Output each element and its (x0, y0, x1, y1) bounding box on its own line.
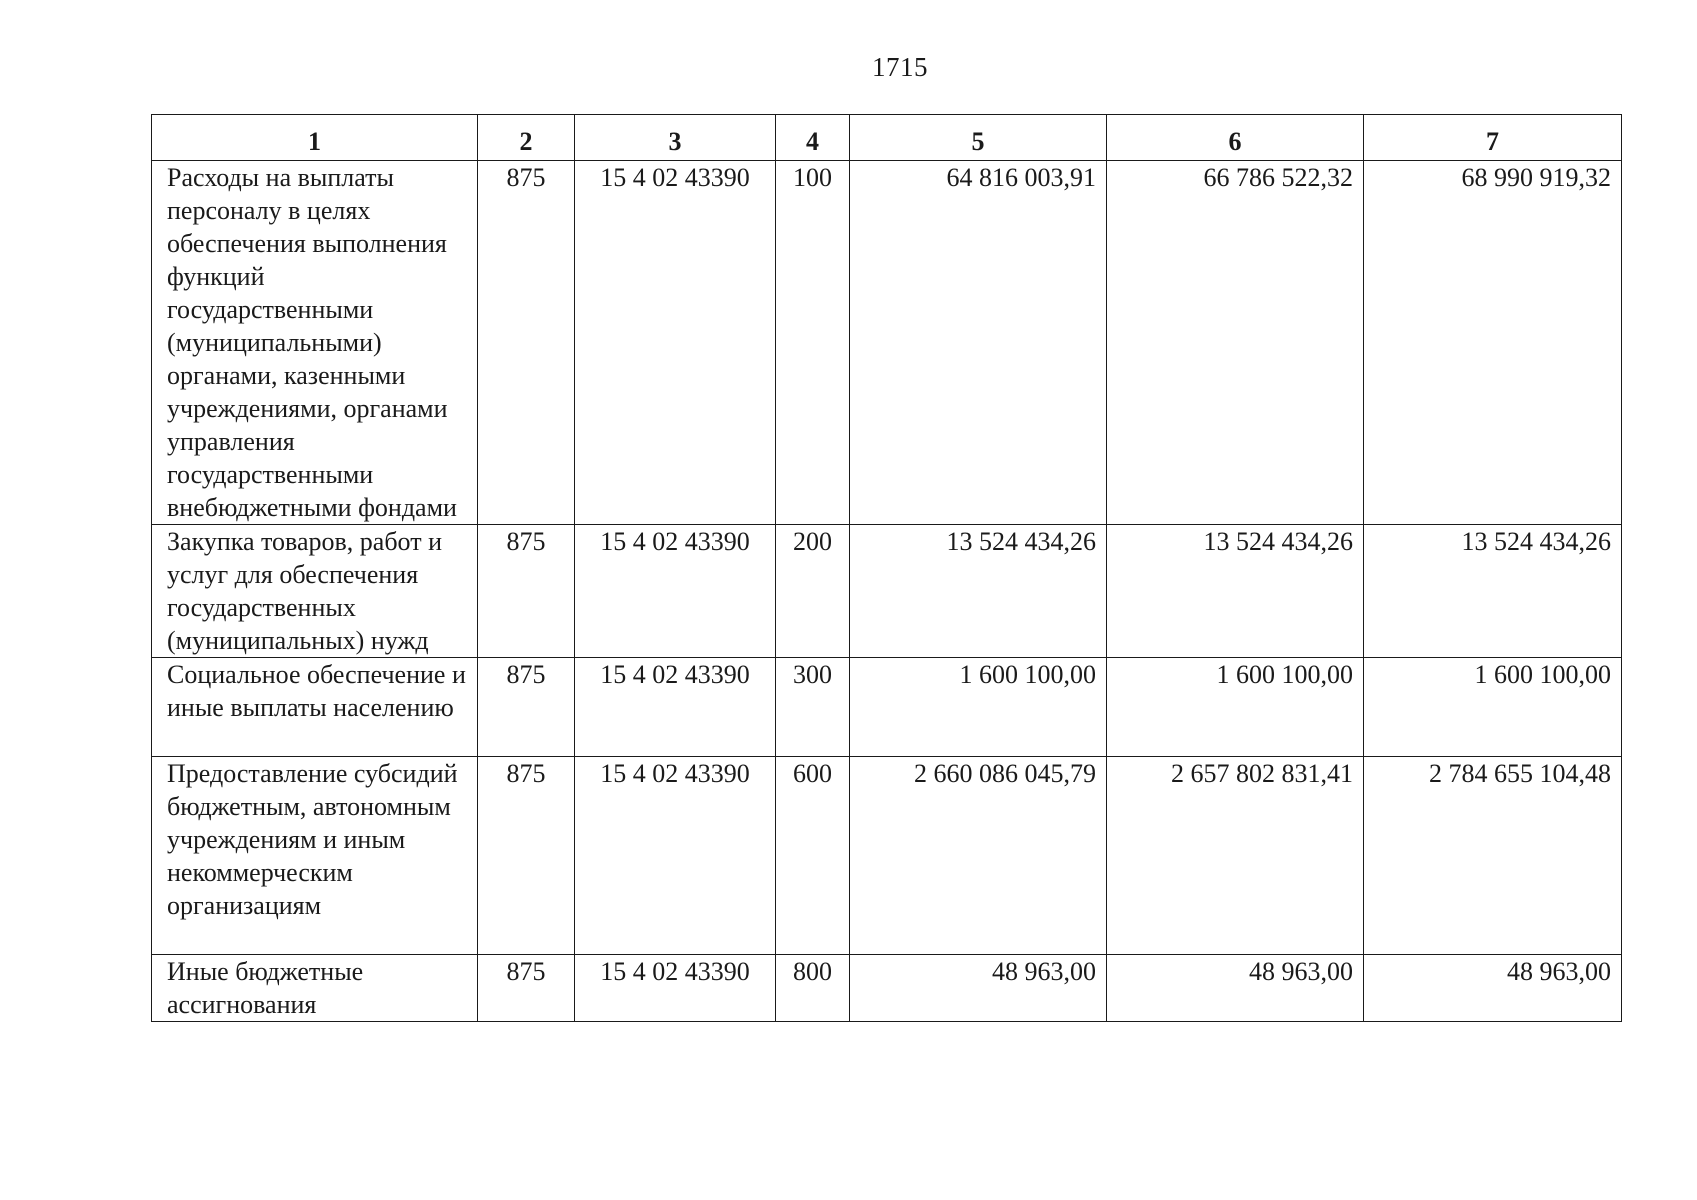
ministry-code-cell: 875 (478, 525, 575, 658)
target-article-cell: 15 4 02 43390 (575, 658, 776, 757)
expense-name-cell: Предоставление субсидий бюджетным, автономным учреждениям и иным некоммерческим организациям (152, 757, 478, 955)
amount-col5-cell: 2 660 086 045,79 (850, 757, 1107, 955)
amount-col6-cell: 1 600 100,00 (1107, 658, 1364, 757)
expense-type-cell: 100 (776, 161, 850, 525)
column-header-2: 2 (478, 115, 575, 161)
table-row (152, 161, 1622, 525)
column-header-3: 3 (575, 115, 776, 161)
table-row (152, 757, 1622, 955)
table-row (152, 955, 1622, 1022)
amount-col6-cell: 48 963,00 (1107, 955, 1364, 1022)
amount-col7-cell: 2 784 655 104,48 (1364, 757, 1622, 955)
header-row (152, 115, 1622, 161)
amount-col5-cell: 13 524 434,26 (850, 525, 1107, 658)
column-header-7: 7 (1364, 115, 1622, 161)
budget-table (151, 114, 1622, 1022)
ministry-code-cell: 875 (478, 757, 575, 955)
amount-col7-cell: 68 990 919,32 (1364, 161, 1622, 525)
page-number: 1715 (872, 52, 928, 82)
amount-col7-cell: 1 600 100,00 (1364, 658, 1622, 757)
expense-type-cell: 600 (776, 757, 850, 955)
expense-type-cell: 300 (776, 658, 850, 757)
ministry-code-cell: 875 (478, 161, 575, 525)
expense-name-cell: Иные бюджетные ассигнования (152, 955, 478, 1022)
amount-col7-cell: 48 963,00 (1364, 955, 1622, 1022)
expense-name-cell: Социальное обеспечение и иные выплаты населению (152, 658, 478, 757)
table-row (152, 525, 1622, 658)
amount-col5-cell: 1 600 100,00 (850, 658, 1107, 757)
target-article-cell: 15 4 02 43390 (575, 525, 776, 658)
amount-col5-cell: 64 816 003,91 (850, 161, 1107, 525)
amount-col6-cell: 13 524 434,26 (1107, 525, 1364, 658)
amount-col6-cell: 66 786 522,32 (1107, 161, 1364, 525)
column-header-6: 6 (1107, 115, 1364, 161)
expense-type-cell: 800 (776, 955, 850, 1022)
expense-type-cell: 200 (776, 525, 850, 658)
target-article-cell: 15 4 02 43390 (575, 757, 776, 955)
target-article-cell: 15 4 02 43390 (575, 955, 776, 1022)
ministry-code-cell: 875 (478, 658, 575, 757)
target-article-cell: 15 4 02 43390 (575, 161, 776, 525)
column-header-1: 1 (152, 115, 478, 161)
ministry-code-cell: 875 (478, 955, 575, 1022)
column-header-5: 5 (850, 115, 1107, 161)
column-header-4: 4 (776, 115, 850, 161)
expense-name-cell: Расходы на выплаты персоналу в целях обеспечения выполнения функций государственными (муниципальными) органами, казенными учреждениями, органами управления государственными внебюджетными фондами (152, 161, 478, 525)
amount-col5-cell: 48 963,00 (850, 955, 1107, 1022)
amount-col7-cell: 13 524 434,26 (1364, 525, 1622, 658)
table-row (152, 658, 1622, 757)
expense-name-cell: Закупка товаров, работ и услуг для обеспечения государственных (муниципальных) нужд (152, 525, 478, 658)
amount-col6-cell: 2 657 802 831,41 (1107, 757, 1364, 955)
